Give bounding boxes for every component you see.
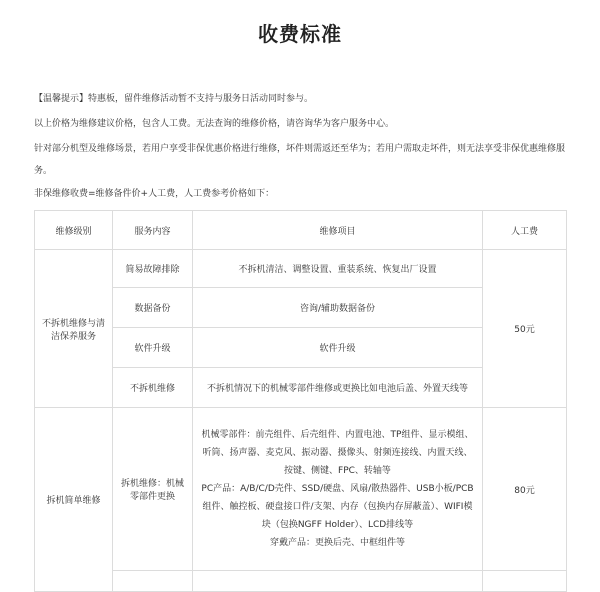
items-cell: 不拆机清洁、调整设置、重装系统、恢复出厂设置 xyxy=(193,250,483,288)
items-cell xyxy=(193,571,483,592)
fee-cell: 50元 xyxy=(483,250,567,408)
level-cell: 不拆机维修与清洁保养服务 xyxy=(35,250,113,408)
service-cell: 不拆机维修 xyxy=(113,368,193,408)
table-row xyxy=(35,250,567,288)
items-cell: 不拆机情况下的机械零部件维修或更换比如电池后盖、外置天线等 xyxy=(193,368,483,408)
header-items: 维修项目 xyxy=(193,211,483,250)
mechanical-parts-text: 机械零部件：前壳组件、后壳组件、内置电池、TP组件、显示模组、听筒、扬声器、麦克风、振动器、摄像头、射频连接线、内置天线、按键、侧键、FPC、转轴等 xyxy=(201,430,474,476)
wearable-parts-text: 穿戴产品：更换后壳、中框组件等 xyxy=(269,538,405,548)
fee-formula: 非保维修收费=维修备件价+人工费，人工费参考价格如下： xyxy=(34,189,275,199)
items-cell xyxy=(193,408,483,571)
warm-tip-notice: 【温馨提示】特惠板，留件维修活动暂不支持与服务日活动同时参与。 xyxy=(34,94,314,104)
table-row xyxy=(35,571,567,592)
table-row xyxy=(35,408,567,571)
items-cell: 咨询/辅助数据备份 xyxy=(193,288,483,328)
service-cell: 拆机维修：机械零部件更换 xyxy=(113,408,193,571)
header-service: 服务内容 xyxy=(113,211,193,250)
table-header-row xyxy=(35,211,567,250)
service-cell: 简易故障排除 xyxy=(113,250,193,288)
page-title: 收费标准 xyxy=(258,22,342,46)
fee-cell xyxy=(483,571,567,592)
discount-note: 针对部分机型及维修场景，若用户享受非保优惠价格进行维修，坏件则需返还至华为；若用户需取走坏件，则无法享受非保优惠维修服务。 xyxy=(34,144,566,176)
level-cell: 拆机简单维修 xyxy=(35,408,113,592)
header-level: 维修级别 xyxy=(35,211,113,250)
service-cell: 数据备份 xyxy=(113,288,193,328)
service-cell xyxy=(113,571,193,592)
price-note: 以上价格为维修建议价格，包含人工费。无法查询的维修价格，请咨询华为客户服务中心。 xyxy=(34,119,395,129)
items-cell: 软件升级 xyxy=(193,328,483,368)
fee-cell: 80元 xyxy=(483,408,567,571)
pc-parts-text: PC产品：A/B/C/D壳件、SSD/硬盘、风扇/散热器件、USB小板/PCB组件、触控板、硬盘接口件/支架、内存（包换内存屏蔽盖）、WIFI模块（包换NGFF Holder）、LCD排线等 xyxy=(201,484,474,530)
fee-table xyxy=(34,210,567,592)
service-cell: 软件升级 xyxy=(113,328,193,368)
header-fee: 人工费 xyxy=(483,211,567,250)
